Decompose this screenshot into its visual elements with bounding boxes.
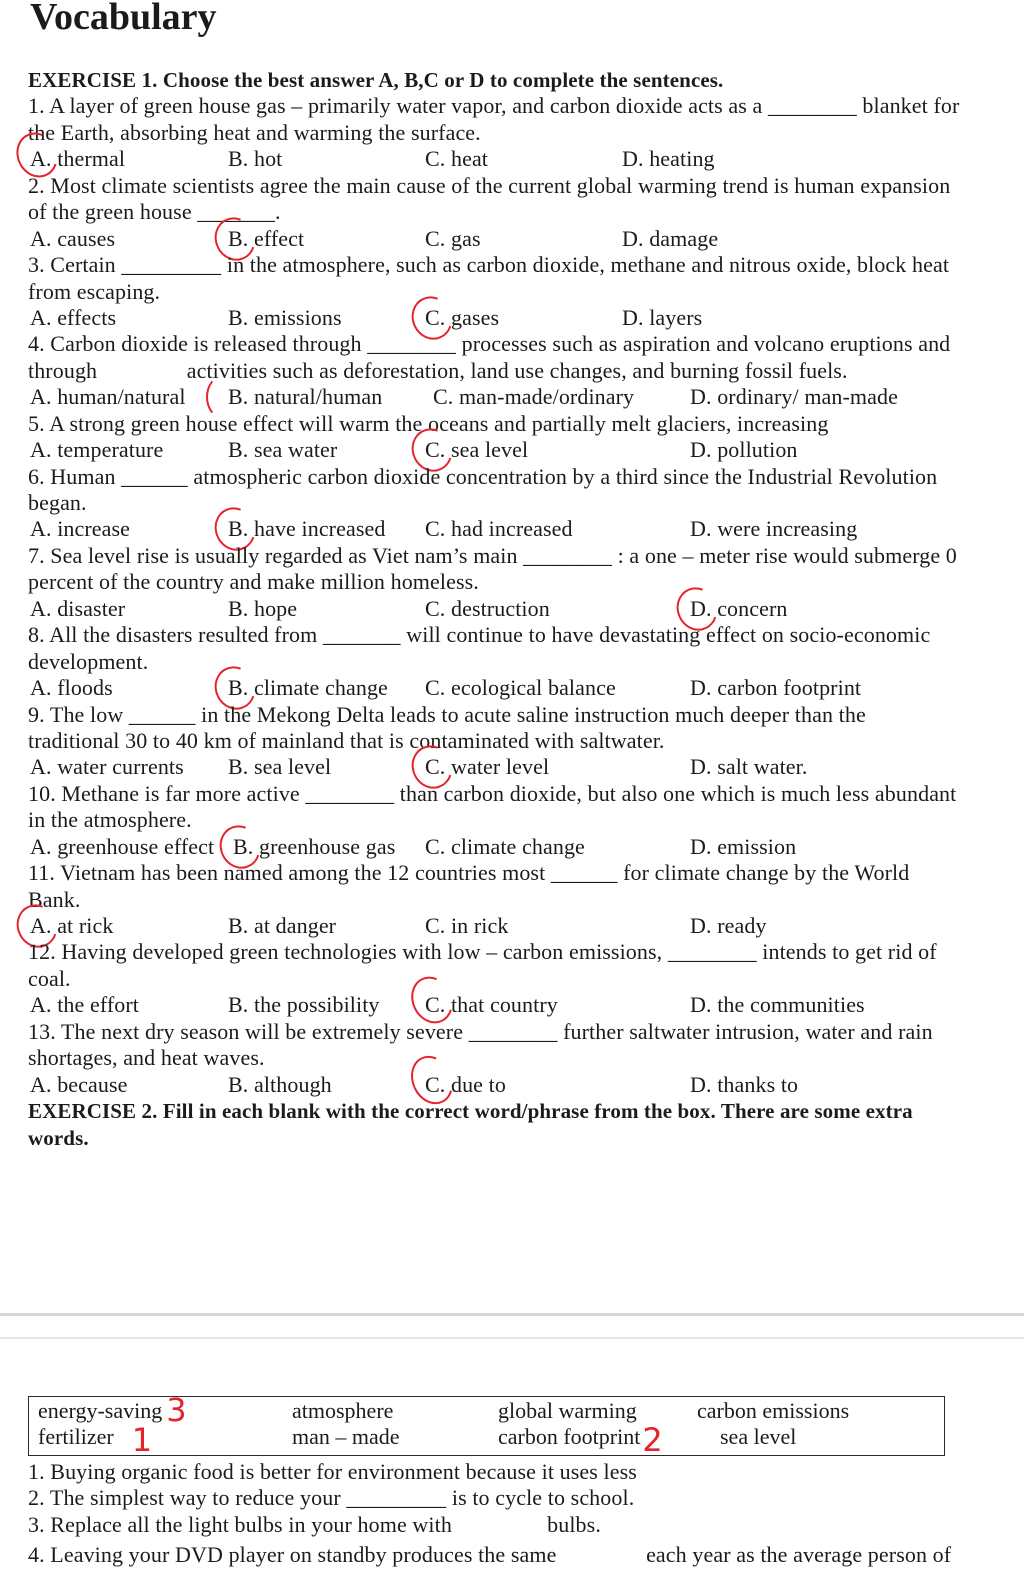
option-b: B. have increased [228,516,385,542]
question-9-line-1: 9. The low ______ in the Mekong Delta leads to acute saline instruction much deeper than the [28,701,866,727]
question-13-line-2: shortages, and heat waves. [28,1045,265,1071]
question-6-line-2: began. [28,490,87,515]
option-b: B. at danger [228,913,337,938]
option-a: A. temperature [30,437,164,463]
option-d: D. emission [690,833,797,859]
handwritten-number: 2 [642,1421,663,1459]
question-3-line-1: 3. Certain _________ in the atmosphere, such as carbon dioxide, methane and nitrous oxide, block heat [28,252,950,278]
option-d: D. carbon footprint [690,675,862,701]
word-box-item: atmosphere [292,1398,394,1423]
option-b: B. although [228,1071,332,1097]
option-b: B. hope [228,595,298,621]
question-4-line-2: through activities such as deforestation, land use changes, and burning fossil fuels. [28,357,848,383]
question-3-options [28,305,1022,331]
exercise-2-sentences [28,1459,1022,1568]
word: fertilizer [38,1424,114,1449]
option-b: B. hot [228,146,283,172]
option-c: C. heat [425,146,489,172]
option-a: A. at rick [30,913,113,939]
question-5-options [28,437,1022,463]
word-box [28,1391,945,1459]
handwritten-number: 1 [131,1421,153,1459]
question-8-options [28,675,1022,701]
exercise-2-sentence-1: 1. Buying organic food is better for environment because it uses less [28,1459,637,1484]
option-c: C. sea level [425,437,528,463]
question-13-line-1: 13. The next dry season will be extremely severe ________ further saltwater intrusion, water and rain [28,1018,933,1044]
word-box-item: carbon emissions [697,1398,850,1423]
word-box-item: man – made [292,1424,400,1449]
question-10-line-2: in the atmosphere. [28,807,192,833]
question-4-options [28,384,1022,410]
word-box-item: sea level [720,1424,797,1449]
option-d: D. ready [690,913,767,938]
option-a: A. thermal [30,146,125,172]
question-2-line-1: 2. Most climate scientists agree the main cause of the current global warming trend is human expansion [28,172,951,198]
question-11-options [28,913,1022,939]
option-d: D. layers [622,304,703,330]
word-box-item [498,1421,663,1459]
page-break-divider [0,1313,1024,1316]
option-c: C. destruction [425,595,550,621]
word-box-row [29,1421,944,1459]
question-6-options [28,516,1022,542]
question-7-line-2: percent of the country and make million homeless. [28,569,479,595]
option-d: D. heating [622,146,715,172]
option-c: C. gases [425,305,499,331]
option-c: C. climate change [425,833,585,859]
question-9-line-2: traditional 30 to 40 km of mainland that is contaminated with saltwater. [28,727,665,753]
question-7-line-1: 7. Sea level rise is usually regarded as Viet nam’s main ________ : a one – meter rise would submerge 0 [28,542,957,568]
option-c: C. due to [425,1072,506,1098]
exercise-2-heading-line-2: words. [28,1125,89,1150]
option-a: A. human/natural [30,384,186,410]
option-d: D. concern [690,596,788,622]
question-11-line-2: Bank. [28,886,81,912]
option-a: A. greenhouse effect [30,833,215,859]
option-a: A. increase [30,516,131,542]
exercise-2-sentence-2: 2. The simplest way to reduce your _________ is to cycle to school. [28,1485,635,1511]
option-c: C. ecological balance [425,675,616,701]
question-4-line-1: 4. Carbon dioxide is released through ________ processes such as aspiration and volcano eruptions and [28,331,951,357]
page-title: Vocabulary [30,0,217,38]
option-a: A. causes [30,225,116,251]
exercise-2-sentence-4: 4. Leaving your DVD player on standby produces the same each year as the average person of [28,1542,952,1568]
handwritten-number: 3 [166,1391,187,1429]
option-d: D. pollution [690,437,798,463]
question-12-options [28,992,1022,1018]
question-10-options [28,834,1022,860]
question-7-options [28,596,1022,622]
option-b: B. the possibility [228,992,380,1018]
question-2-options [28,226,1022,252]
option-a: A. floods [30,675,113,701]
question-13-options [28,1072,1022,1098]
option-b: B. effect [228,226,304,252]
option-a: A. effects [30,304,117,330]
option-c: C. gas [425,225,481,251]
question-8-line-2: development. [28,648,149,674]
option-a: A. because [30,1071,128,1097]
word: carbon footprint [498,1424,641,1449]
word-box-item [38,1421,153,1459]
option-d: D. ordinary/ man-made [690,384,898,410]
question-5-line-1: 5. A strong green house effect will warm the oceans and partially melt glaciers, increasing [28,410,829,436]
option-a: A. disaster [30,595,126,621]
option-b: B. sea water [228,437,338,463]
question-3-line-2: from escaping. [28,278,161,304]
page-break-divider [0,1337,1024,1339]
question-8-line-1: 8. All the disasters resulted from _______ will continue to have devastating effect on socio-economic [28,622,931,648]
option-b: B. climate change [228,675,388,701]
option-b: B. greenhouse gas [233,834,395,860]
option-c: C. water level [425,754,549,780]
option-a: A. water currents [30,754,184,780]
question-1-options [28,146,1022,172]
question-1-line-2: the Earth, absorbing heat and warming the surface. [28,119,481,145]
word-box-item: global warming [498,1398,637,1423]
option-d: D. the communities [690,992,865,1018]
exercise-1-heading: EXERCISE 1. Choose the best answer A, B,C or D to complete the sentences. [28,68,724,92]
option-c: C. that country [425,992,558,1018]
word: energy-saving [38,1398,163,1423]
option-c: C. in rick [425,913,509,938]
exercise-2-sentence-3: 3. Replace all the light bulbs in your home with bulbs. [28,1511,601,1537]
question-6-line-1: 6. Human ______ atmospheric carbon dioxide concentration by a third since the Industrial Revolution [28,463,938,489]
option-d: D. were increasing [690,516,858,542]
option-b: B. natural/human [228,384,382,410]
word-box-item [38,1391,187,1429]
option-d: D. damage [622,225,719,251]
option-b: B. emissions [228,304,342,330]
option-d: D. thanks to [690,1071,799,1097]
question-1-line-1: 1. A layer of green house gas – primarily water vapor, and carbon dioxide acts as a ________ blanket for [28,93,960,119]
option-b: B. sea level [228,754,332,780]
exercise-2-heading-line-1: EXERCISE 2. Fill in each blank with the correct word/phrase from the box. There are some extra [28,1099,913,1124]
question-10-line-1: 10. Methane is far more active ________ than carbon dioxide, but also one which is much less abundant [28,780,957,806]
option-a: A. the effort [30,992,140,1018]
question-12-line-2: coal. [28,965,71,991]
option-c: C. had increased [425,516,573,542]
question-2-line-2: of the green house _______. [28,199,281,225]
question-9-options [28,754,1022,780]
exercise-1 [28,67,1022,1151]
word-box-row [29,1391,944,1429]
question-11-line-1: 11. Vietnam has been named among the 12 countries most ______ for climate change by the World [28,860,910,886]
option-d: D. salt water. [690,754,808,780]
question-12-line-1: 12. Having developed green technologies with low – carbon emissions, ________ intends to get rid of [28,939,937,965]
option-c: C. man-made/ordinary [433,384,635,410]
